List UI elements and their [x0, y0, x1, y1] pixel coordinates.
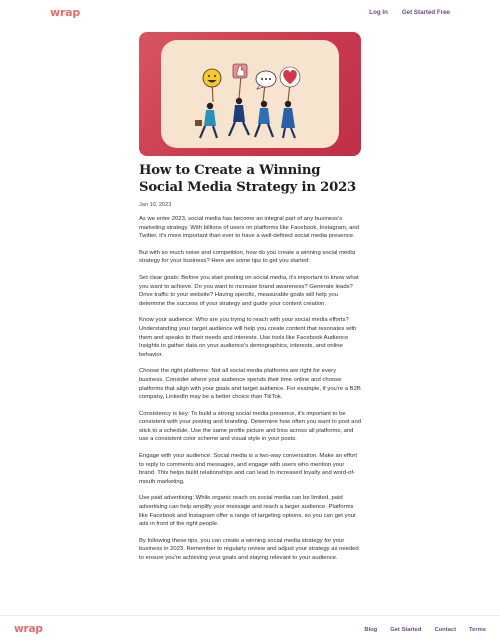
article-paragraph: As we enter 2023, social media has become an integral part of any business's marketing strategy. With billions of users on platforms like Facebook, Instagram, and Twitter, it's more important than ever to have a well-defined social media presence.	[139, 216, 359, 240]
article-paragraph: Consistency is key: To build a strong social media presence, it's important to be consistent with your posting and branding. Determine how often you want to post and stick to a schedule. Use the same profile picture and bios across all platforms, and use a consistent color scheme and visual style in your posts.	[139, 410, 362, 443]
smiley-icon	[203, 69, 221, 87]
article-paragraph: Engage with your audience: Social media is a two-way conversation. Make an effort to reply to comments and messages, and engage with users who mention your brand. This helps build relationships and can lead to increased loyalty and word-of-mouth marketing.	[139, 453, 357, 485]
team-people-figures	[195, 98, 295, 138]
article-paragraph: By following these tips, you can create a winning social media strategy for your business in 2023. Remember to regularly review and adjust your strategy as needed to ensure you're achieving your goals and staying relevant to your audience.	[139, 537, 359, 561]
get-started-free-link[interactable]: Get Started Free	[401, 9, 450, 16]
team-social-icons-illustration	[139, 32, 361, 156]
contact-link[interactable]: Contact	[434, 627, 457, 633]
article-paragraph: Know your audience: Who are you trying to reach with your social media efforts? Understanding your target audience will help you create content that resonates with them and speaks to their needs and interests. Use tools like Facebook Audience Insights to gather data on your audience's demographics, interests, and online behavior.	[139, 317, 357, 358]
article-date: Jan 10, 2023	[139, 202, 172, 208]
speech-bubble-icon	[256, 71, 276, 89]
article	[139, 163, 361, 563]
wrap-logo[interactable]: wrap	[50, 6, 81, 19]
article-title: How to Create a Winning Social Media Strategy in 2023	[139, 163, 357, 195]
article-paragraph: Use paid advertising: While organic reach on social media can be limited, paid advertising can help amplify your message and reach a larger audience. Platforms like Facebook and Instagram offer a range of targeting options, so you can get your ads in front of the right people.	[139, 495, 356, 528]
site-footer	[0, 616, 500, 642]
login-link[interactable]: Log In	[369, 9, 388, 16]
footer-nav	[364, 627, 486, 633]
article-paragraph: Set clear goals: Before you start posting on social media, it's important to know what you want to achieve. Do you want to increase brand awareness? Generate leads? Drive traffic to your website? Having specific, measurable goals will help you determine the success of your strategy and guide your content creation.	[139, 274, 359, 307]
heart-icon	[280, 67, 300, 87]
thumbs-up-icon	[233, 64, 247, 78]
article-paragraph: But with so much noise and competition, how do you create a winning social media strategy for your business? Here are some tips to get you started:	[139, 249, 356, 265]
get-started-link[interactable]: Get Started	[390, 627, 422, 633]
header-nav	[369, 9, 450, 16]
site-header	[0, 0, 500, 26]
terms-link[interactable]: Terms	[469, 627, 486, 633]
hero-image	[139, 32, 361, 156]
blog-link[interactable]: Blog	[364, 627, 378, 633]
wrap-logo-footer[interactable]: wrap	[14, 623, 43, 635]
article-paragraph: Choose the right platforms: Not all social media platforms are right for every business. Consider where your audience spends their time online and choose platforms that align with your goals and target audience. For example, if you're a B2B company, LinkedIn may be a better choice than TikTok.	[139, 368, 361, 401]
